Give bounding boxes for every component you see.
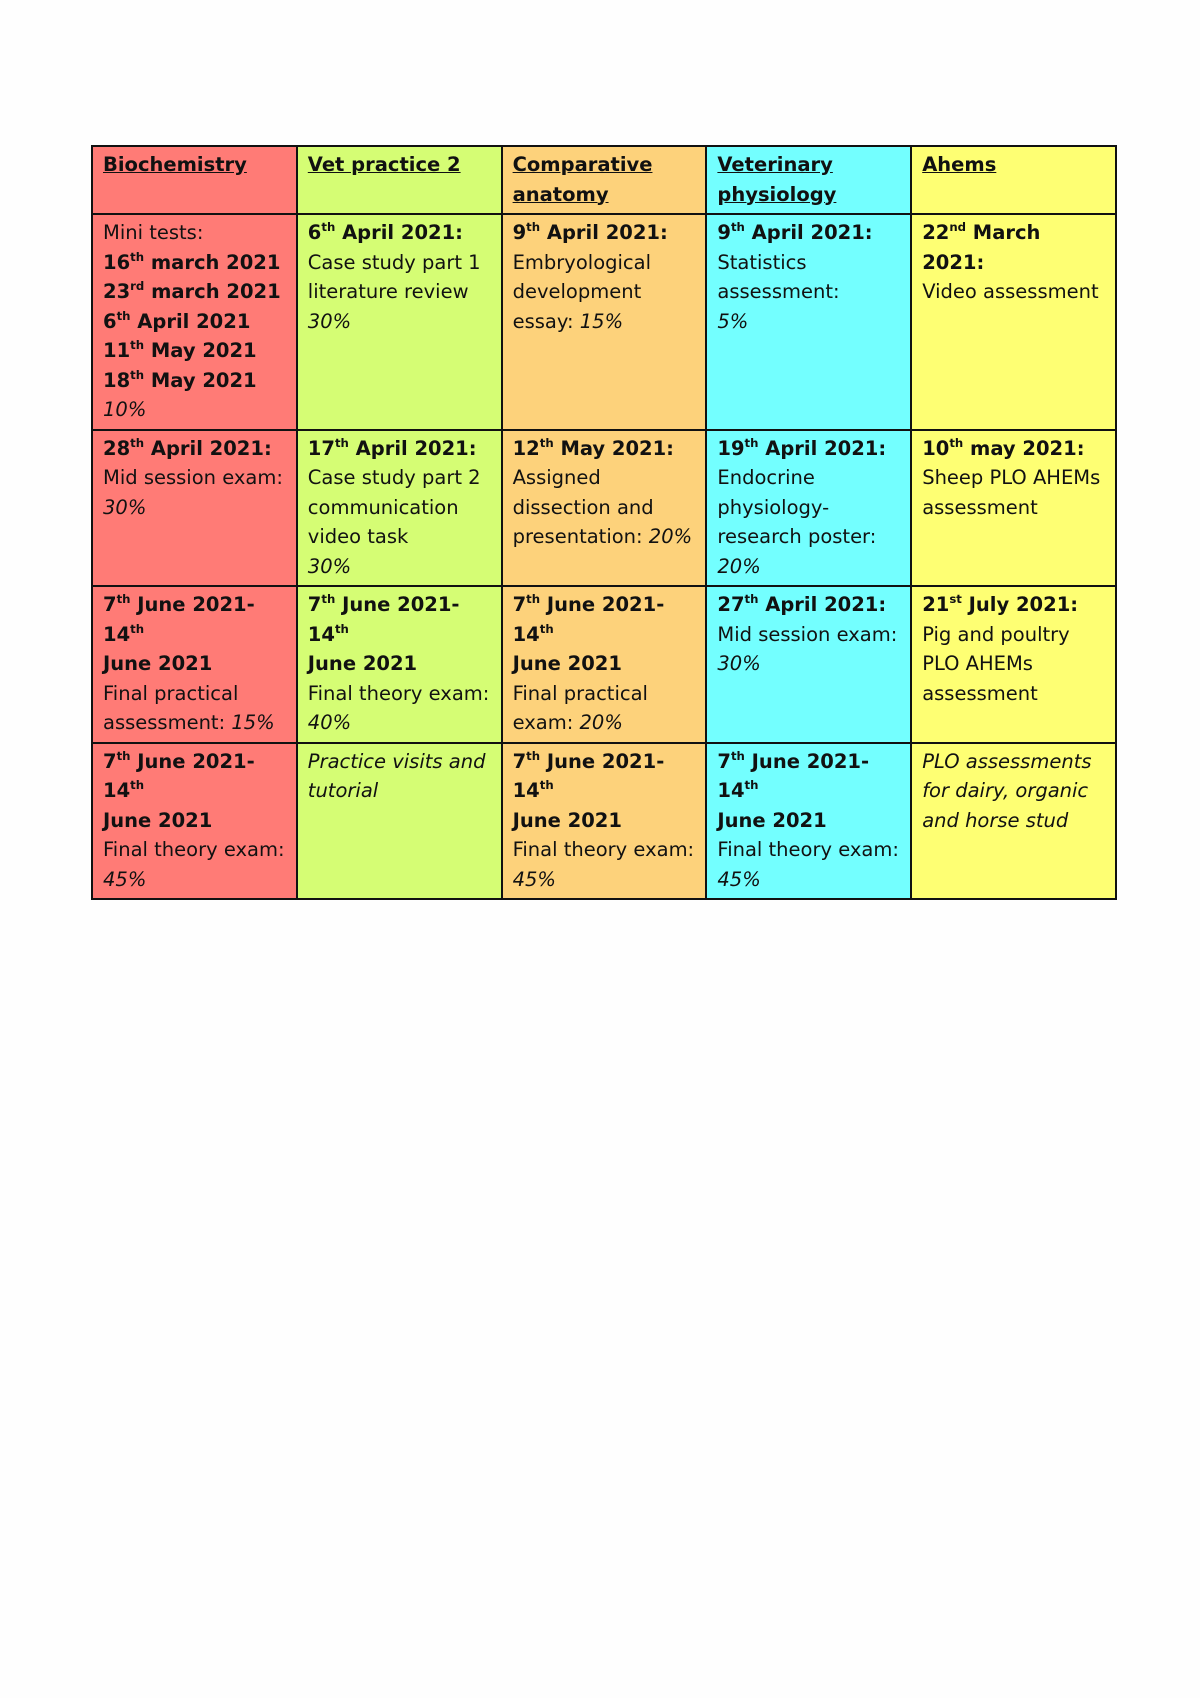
table-cell: 7th June 2021-14th June 2021 Final theory exam: 40% bbox=[297, 586, 502, 743]
table-cell: 6th April 2021: Case study part 1 literature review 30% bbox=[297, 214, 502, 430]
table-cell: 17th April 2021: Case study part 2 communication video task 30% bbox=[297, 430, 502, 587]
table-row bbox=[92, 586, 1116, 743]
table-cell: 22nd March 2021: Video assessment bbox=[911, 214, 1116, 430]
assessment-schedule-table bbox=[91, 145, 1117, 900]
table-cell: 28th April 2021: Mid session exam: 30% bbox=[92, 430, 297, 587]
table-cell: 21st July 2021: Pig and poultry PLO AHEMs assessment bbox=[911, 586, 1116, 743]
weight-text: 30% bbox=[103, 495, 147, 519]
table-cell: 9th April 2021: Statistics assessment: 5% bbox=[706, 214, 911, 430]
weight-text: 5% bbox=[717, 309, 749, 333]
header-ahems: Ahems bbox=[911, 146, 1116, 214]
header-biochemistry: Biochemistry bbox=[92, 146, 297, 214]
table-cell: 7th June 2021-14th June 2021 Final theory exam: 45% bbox=[502, 743, 707, 900]
weight-text: 10% bbox=[103, 398, 147, 421]
weight-text: 30% bbox=[307, 309, 352, 333]
weight-text: 40% bbox=[307, 711, 352, 734]
weight-text: 45% bbox=[103, 867, 147, 891]
table-cell: 7th June 2021-14th June 2021 Final theory exam: 45% bbox=[706, 743, 911, 900]
weight-text: 30% bbox=[717, 652, 761, 675]
table-header-row bbox=[92, 146, 1116, 214]
table-cell: 10th may 2021: Sheep PLO AHEMs assessment bbox=[911, 430, 1116, 587]
table-cell: 7th June 2021-14th June 2021 Final practical exam: 20% bbox=[502, 586, 707, 743]
weight-text: 45% bbox=[717, 867, 761, 891]
table-row bbox=[92, 214, 1116, 430]
weight-text: 20% bbox=[579, 711, 623, 734]
table-cell: 19th April 2021: Endocrine physiology- research poster: 20% bbox=[706, 430, 911, 587]
table-cell: Mini tests: 16th march 2021 23rd march 2021 6th April 2021 11th May 2021 18th May 2021 10% bbox=[92, 214, 297, 430]
table-cell: 7th June 2021-14th June 2021 Final theory exam: 45% bbox=[92, 743, 297, 900]
header-vet-practice: Vet practice 2 bbox=[297, 146, 502, 214]
header-comparative-anatomy: Comparative anatomy bbox=[502, 146, 707, 214]
weight-text: 20% bbox=[717, 554, 761, 578]
table-cell: 7th June 2021-14th June 2021 Final practical assessment: 15% bbox=[92, 586, 297, 743]
table-row bbox=[92, 743, 1116, 900]
weight-text: 15% bbox=[579, 309, 624, 333]
table-cell: 9th April 2021: Embryological development essay: 15% bbox=[502, 214, 707, 430]
header-veterinary-physiology: Veterinary physiology bbox=[706, 146, 911, 214]
weight-text: 20% bbox=[648, 525, 693, 548]
weight-text: 45% bbox=[512, 867, 556, 891]
table-cell: PLO assessments for dairy, organic and horse stud bbox=[911, 743, 1116, 900]
table-cell: Practice visits and tutorial bbox=[297, 743, 502, 900]
weight-text: 15% bbox=[231, 711, 275, 734]
table-cell: 12th May 2021: Assigned dissection and presentation: 20% bbox=[502, 430, 707, 587]
table-cell: 27th April 2021: Mid session exam: 30% bbox=[706, 586, 911, 743]
table-row bbox=[92, 430, 1116, 587]
weight-text: 30% bbox=[307, 554, 352, 578]
